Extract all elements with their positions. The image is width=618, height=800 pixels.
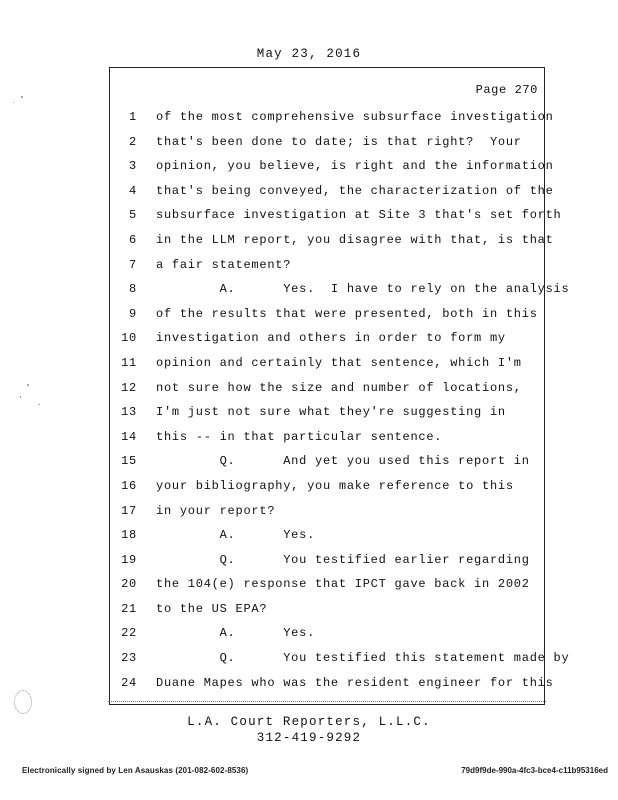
- line-text: your bibliography, you make reference to this: [156, 478, 514, 493]
- line-text: not sure how the size and number of locations,: [156, 380, 522, 395]
- line-text: a fair statement?: [156, 257, 292, 272]
- line-text: in your report?: [156, 503, 276, 518]
- line-text: this -- in that particular sentence.: [156, 429, 443, 444]
- line-number: 19: [121, 552, 137, 567]
- line-number: 9: [129, 306, 137, 321]
- court-reporter-phone: 312-419-9292: [256, 731, 362, 745]
- line-text: A. Yes.: [156, 528, 316, 543]
- transcript-line: [110, 548, 544, 573]
- punch-hole-mark: [14, 690, 32, 714]
- transcript-line: [110, 621, 544, 646]
- line-number: 10: [121, 331, 137, 346]
- scan-speck: [20, 396, 21, 398]
- transcript-line: [110, 326, 544, 351]
- transcript-line: [110, 572, 544, 597]
- transcript-line: [110, 105, 554, 130]
- line-number: 15: [121, 454, 137, 469]
- transcript-line: [110, 474, 544, 499]
- line-text: subsurface investigation at Site 3 that's set forth: [156, 208, 562, 223]
- transcript-line: [110, 449, 544, 474]
- line-number: 1: [129, 110, 137, 124]
- page-footer: [0, 714, 618, 746]
- line-text: opinion and certainly that sentence, which I'm: [156, 355, 522, 370]
- transcript-line: [110, 523, 544, 548]
- line-number: 16: [121, 478, 137, 493]
- transcript-lines: [110, 105, 570, 695]
- line-text: of the results that were presented, both in this: [156, 306, 538, 321]
- line-number: 24: [121, 675, 137, 690]
- scan-speck: [38, 404, 40, 405]
- transcript-line: [110, 179, 554, 204]
- line-text: Duane Mapes who was the resident engineer for this: [156, 675, 554, 690]
- electronic-signature-note: Electronically signed by Len Asauskas (201-082-602-8536): [22, 766, 249, 775]
- page-number: Page 270: [475, 83, 538, 97]
- line-text: investigation and others in order to form my: [156, 331, 506, 346]
- line-text: to the US EPA?: [156, 601, 268, 616]
- line-number: 11: [121, 355, 137, 370]
- transcript-date: May 23, 2016: [256, 47, 362, 61]
- transcript-line: [110, 597, 544, 622]
- line-number: 18: [121, 528, 137, 543]
- line-number: 7: [129, 257, 137, 272]
- line-number: 2: [129, 134, 137, 149]
- line-text: of the most comprehensive subsurface investigation: [156, 110, 554, 124]
- line-number: 3: [129, 159, 137, 174]
- transcript-line: [110, 499, 544, 524]
- line-text: A. Yes.: [156, 626, 316, 641]
- line-number: 6: [129, 232, 137, 247]
- transcript-line: [110, 228, 554, 253]
- scan-speck: [27, 384, 29, 386]
- line-number: 21: [121, 601, 137, 616]
- line-number: 14: [121, 429, 137, 444]
- transcript-line: [110, 671, 554, 696]
- transcript-line: [110, 253, 544, 278]
- transcript-line: [110, 425, 544, 450]
- transcript-page-frame: [109, 67, 570, 705]
- line-number: 4: [129, 183, 137, 198]
- line-text: in the LLM report, you disagree with that, is that: [156, 232, 554, 247]
- document-id: 79d9f9de-990a-4fc3-bce4-c11b95316ed: [461, 766, 608, 775]
- scan-speck: [21, 96, 23, 98]
- line-text: that's being conveyed, the characterization of the: [156, 183, 554, 198]
- court-reporter-name: L.A. Court Reporters, L.L.C.: [187, 715, 431, 729]
- transcript-line: [110, 302, 544, 327]
- line-text: that's been done to date; is that right? Your: [156, 134, 522, 149]
- line-number: 5: [129, 208, 137, 223]
- line-number: 17: [121, 503, 137, 518]
- transcript-line: [110, 351, 544, 376]
- line-text: I'm just not sure what they're suggesting in: [156, 405, 506, 420]
- line-number: 8: [129, 282, 137, 297]
- line-text: Q. You testified this statement made by: [156, 651, 570, 666]
- transcript-line: [110, 376, 544, 401]
- transcript-line: [110, 203, 562, 228]
- line-number: 23: [121, 651, 137, 666]
- line-text: the 104(e) response that IPCT gave back in 2002: [156, 577, 530, 592]
- scan-speck: [13, 102, 14, 103]
- line-text: Q. You testified earlier regarding: [156, 552, 530, 567]
- transcript-line: [110, 277, 570, 302]
- transcript-line: [110, 646, 570, 671]
- line-text: opinion, you believe, is right and the information: [156, 159, 554, 174]
- line-number: 12: [121, 380, 137, 395]
- transcript-line: [110, 154, 554, 179]
- line-number: 20: [121, 577, 137, 592]
- line-text: A. Yes. I have to rely on the analysis: [156, 282, 570, 297]
- line-text: Q. And yet you used this report in: [156, 454, 530, 469]
- transcript-line: [110, 400, 544, 425]
- line-number: 22: [121, 626, 137, 641]
- line-number: 13: [121, 405, 137, 420]
- transcript-line: [110, 130, 544, 155]
